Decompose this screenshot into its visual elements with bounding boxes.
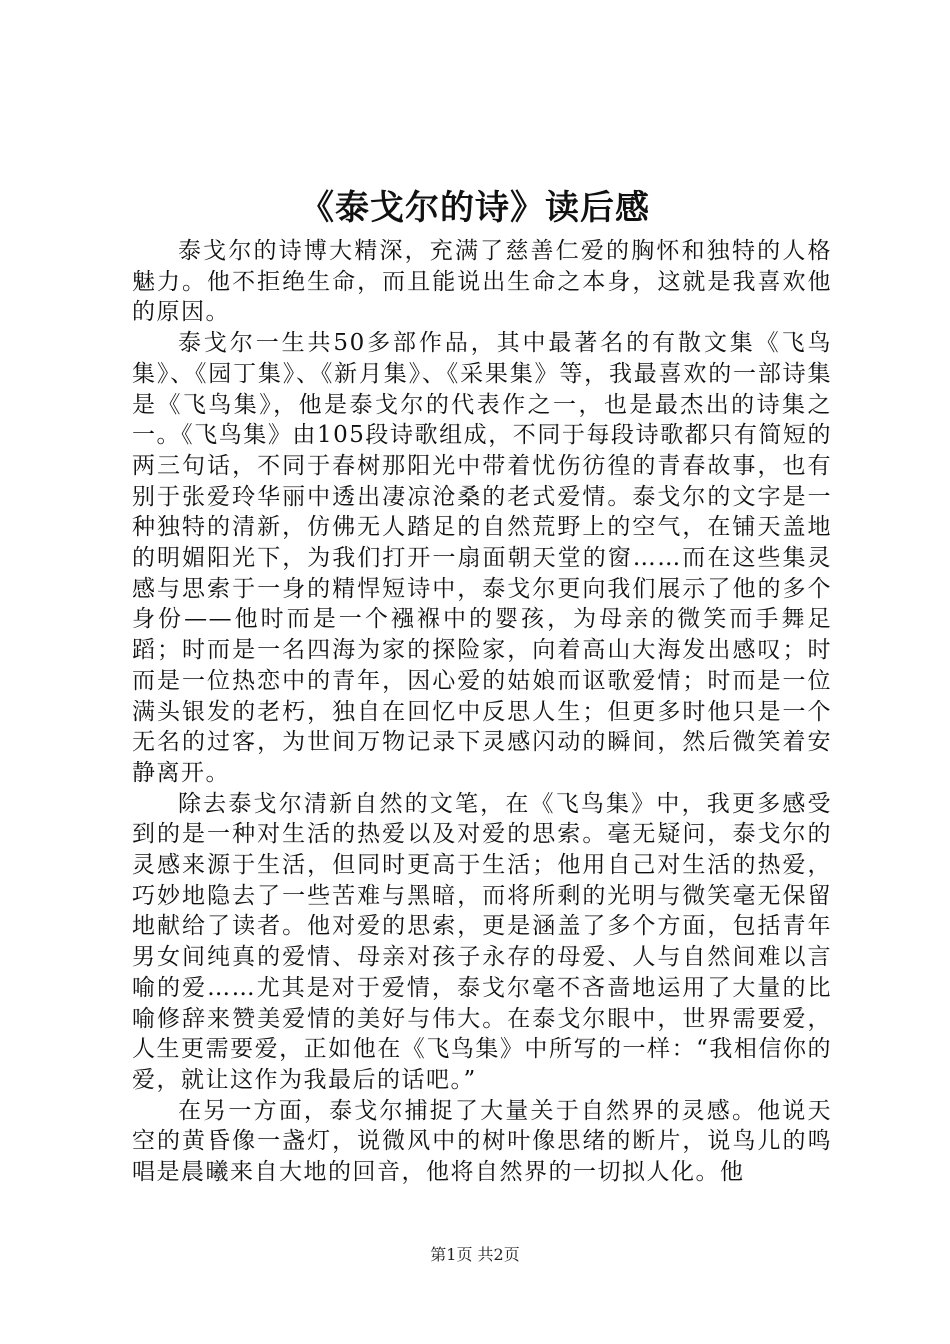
page-footer <box>0 1244 950 1266</box>
article-body <box>132 236 832 1188</box>
paragraph-3: 除去泰戈尔清新自然的文笔，在《飞鸟集》中，我更多感受到的是一种对生活的热爱以及对爱的思索。毫无疑问，泰戈尔的灵感来源于生活，但同时更高于生活；他用自己对生活的热爱，巧妙地隐去了一些苦难与黑暗，而将所剩的光明与微笑毫无保留地献给了读者。他对爱的思索，更是涵盖了多个方面，包括青年男女间纯真的爱情、母亲对孩子永存的母爱、人与自然间难以言喻的爱……尤其是对于爱情，泰戈尔毫不吝啬地运用了大量的比喻修辞来赞美爱情的美好与伟大。在泰戈尔眼中，世界需要爱，人生更需要爱，正如他在《飞鸟集》中所写的一样：“我相信你的爱，就让这作为我最后的话吧。” <box>132 790 832 1093</box>
paragraph-4: 在另一方面，泰戈尔捕捉了大量关于自然界的灵感。他说天空的黄昏像一盏灯，说微风中的树叶像思绪的断片，说鸟儿的鸣唱是晨曦来自大地的回音，他将自然界的一切拟人化。他 <box>132 1097 832 1186</box>
paragraph-2: 泰戈尔一生共50多部作品，其中最著名的有散文集《飞鸟集》、《园丁集》、《新月集》、《采果集》等，我最喜欢的一部诗集是《飞鸟集》，他是泰戈尔的代表作之一，也是最杰出的诗集之一。《飞鸟集》由105段诗歌组成，不同于每段诗歌都只有简短的两三句话，不同于春树那阳光中带着忧伤彷徨的青春故事，也有别于张爱玲华丽中透出凄凉沧桑的老式爱情。泰戈尔的文字是一种独特的清新，仿佛无人踏足的自然荒野上的空气，在铺天盖地的明媚阳光下，为我们打开一扇面朝天堂的窗……而在这些集灵感与思索于一身的精悍短诗中，泰戈尔更向我们展示了他的多个身份——他时而是一个襁褓中的婴孩，为母亲的微笑而手舞足蹈；时而是一名四海为家的探险家，向着高山大海发出感叹；时而是一位热恋中的青年，因心爱的姑娘而讴歌爱情；时而是一位满头银发的老朽，独自在回忆中反思人生；但更多时他只是一个无名的过客，为世间万物记录下灵感闪动的瞬间，然后微笑着安静离开。 <box>132 330 832 786</box>
page-title: 《泰戈尔的诗》读后感 <box>300 188 650 228</box>
page-number-label: 第1页 共2页 <box>430 1245 520 1264</box>
paragraph-1: 泰戈尔的诗博大精深，充满了慈善仁爱的胸怀和独特的人格魅力。他不拒绝生命，而且能说出生命之本身，这就是我喜欢他的原因。 <box>132 238 832 326</box>
